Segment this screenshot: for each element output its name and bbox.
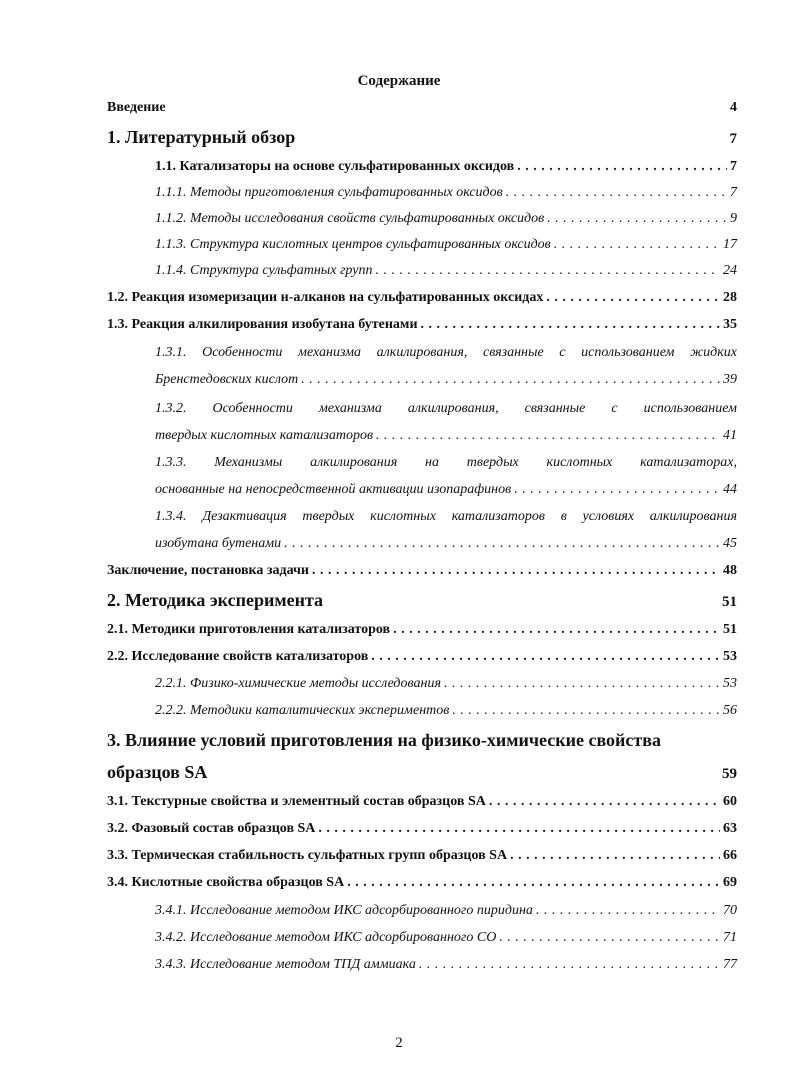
toc-entry-text: 2.2. Исследование свойств катализаторов [107,649,369,664]
toc-entry[interactable] [107,848,737,864]
toc-entry-page: 39 [723,372,737,387]
toc-entry-text: 3.4.1. Исследование методом ИКС адсорбированного пиридина [155,903,533,918]
toc-chapter[interactable] [107,127,737,148]
toc-entry[interactable] [155,372,737,388]
toc-entry-page: 7 [730,185,737,200]
toc-entry-page: 66 [723,848,737,863]
toc-entry[interactable] [155,536,737,552]
toc-entry-text: Бренстедовских кислот [155,372,299,387]
toc-entry[interactable] [155,263,737,279]
toc-entry-text: образцов SA [107,762,208,782]
toc-entry-text: 2.1. Методики приготовления катализаторов [107,622,391,637]
toc-entry-page: 24 [723,263,737,278]
toc-entry-text: твердых кислотных катализаторов [155,428,374,443]
toc-entry-text: Заключение, постановка задачи [107,563,310,578]
toc-entry-page: 28 [723,290,737,305]
toc-entry-text: Введение [107,100,166,115]
toc-entry-line1[interactable]: 1.3.3. Механизмы алкилирования на твердых кислотных катализаторах, [155,455,737,470]
toc-entry-text: 2. Методика эксперимента [107,590,324,610]
toc-entry[interactable] [155,957,737,973]
toc-entry[interactable] [107,649,737,665]
toc-entry-page: 35 [723,317,737,332]
toc-entry-page: 60 [723,794,737,809]
toc-entry-text: 3.3. Термическая стабильность сульфатных групп образцов SA [107,848,508,863]
toc-entry-page: 41 [723,428,737,443]
toc-entry[interactable] [155,159,737,175]
toc-entry-page: 7 [730,159,737,174]
toc-entry-page: 59 [722,766,737,782]
toc-entry[interactable] [155,903,737,919]
toc-entry-text: 1.1.4. Структура сульфатных групп [155,263,373,278]
toc-entry-text: 3.1. Текстурные свойства и элементный состав образцов SA [107,794,486,809]
toc-entry-page: 53 [723,649,737,664]
toc-entry-page: 17 [723,237,737,252]
toc-entry-page: 9 [730,211,737,226]
toc-entry-text: 1.1.1. Методы приготовления сульфатированных оксидов [155,185,503,200]
toc-entry-page: 48 [723,563,737,578]
toc-entry-text: 1. Литературный обзор [107,127,296,147]
toc-entry-page: 63 [723,821,737,836]
toc-entry-page: 44 [723,482,737,497]
toc-entry-page: 7 [729,131,737,147]
toc-entry[interactable] [155,211,737,227]
toc-entry-page: 77 [723,957,737,972]
toc-entry-page: 69 [723,875,737,890]
toc-entry[interactable] [155,676,737,692]
toc-entry-page: 51 [722,594,737,610]
toc-entry[interactable] [107,794,737,810]
toc-entry[interactable] [107,622,737,638]
toc-entry[interactable] [107,821,737,837]
toc-entry[interactable] [155,428,737,444]
toc-entry-line1[interactable]: 1.3.2. Особенности механизма алкилирования, связанные с использованием [155,401,737,416]
toc-entry-page: 56 [723,703,737,718]
toc-entry-page: 53 [723,676,737,691]
toc-entry-text: 1.1.2. Методы исследования свойств сульфатированных оксидов [155,211,545,226]
toc-entry-text: 2.2.1. Физико-химические методы исследования [155,676,441,691]
toc-entry[interactable] [155,185,737,201]
toc-entry[interactable] [155,482,737,498]
toc-entry[interactable] [155,703,737,719]
toc-entry-text: изобутана бутенами [155,536,282,551]
toc-entry-text: 1.2. Реакция изомеризации н-алканов на сульфатированных оксидах [107,290,544,305]
toc-chapter[interactable] [107,762,737,783]
toc-entry[interactable] [107,290,737,306]
toc-entry-text: 3.2. Фазовый состав образцов SA [107,821,316,836]
toc-entry[interactable] [107,875,737,891]
toc-entry-text: 1.3. Реакция алкилирования изобутана бутенами [107,317,418,332]
toc-entry-text: 1.1. Катализаторы на основе сульфатированных оксидов [155,159,515,174]
toc-entry-text: 3.4.2. Исследование методом ИКС адсорбированного CO [155,930,497,945]
toc-chapter-line1[interactable]: 3. Влияние условий приготовления на физико-химические свойства [107,730,661,750]
toc-entry[interactable] [107,100,737,116]
toc-entry-text: 3.4.3. Исследование методом ТПД аммиака [155,957,416,972]
toc-entry-line1[interactable]: 1.3.4. Дезактивация твердых кислотных катализаторов в условиях алкилирования [155,509,737,524]
toc-entry-page: 70 [723,903,737,918]
toc-entry-page: 4 [730,100,737,115]
toc-entry-line1[interactable]: 1.3.1. Особенности механизма алкилирования, связанные с использованием жидких [155,345,737,360]
toc-entry-text: 1.1.3. Структура кислотных центров сульфатированных оксидов [155,237,551,252]
toc-entry[interactable] [107,317,737,333]
toc-entry-page: 71 [723,930,737,945]
toc-entry-text: 3.4. Кислотные свойства образцов SA [107,875,345,890]
toc-entry[interactable] [155,930,737,946]
toc-entry[interactable] [155,237,737,253]
toc-entry-text: основанные на непосредственной активации изопарафинов [155,482,512,497]
toc-entry[interactable] [107,563,737,579]
toc-chapter[interactable] [107,590,737,611]
page-number: 2 [395,1035,403,1051]
page-title: Содержание [357,73,441,89]
toc-entry-text: 2.2.2. Методики каталитических экспериментов [155,703,450,718]
toc-entry-page: 51 [723,622,737,637]
toc-entry-page: 45 [723,536,737,551]
